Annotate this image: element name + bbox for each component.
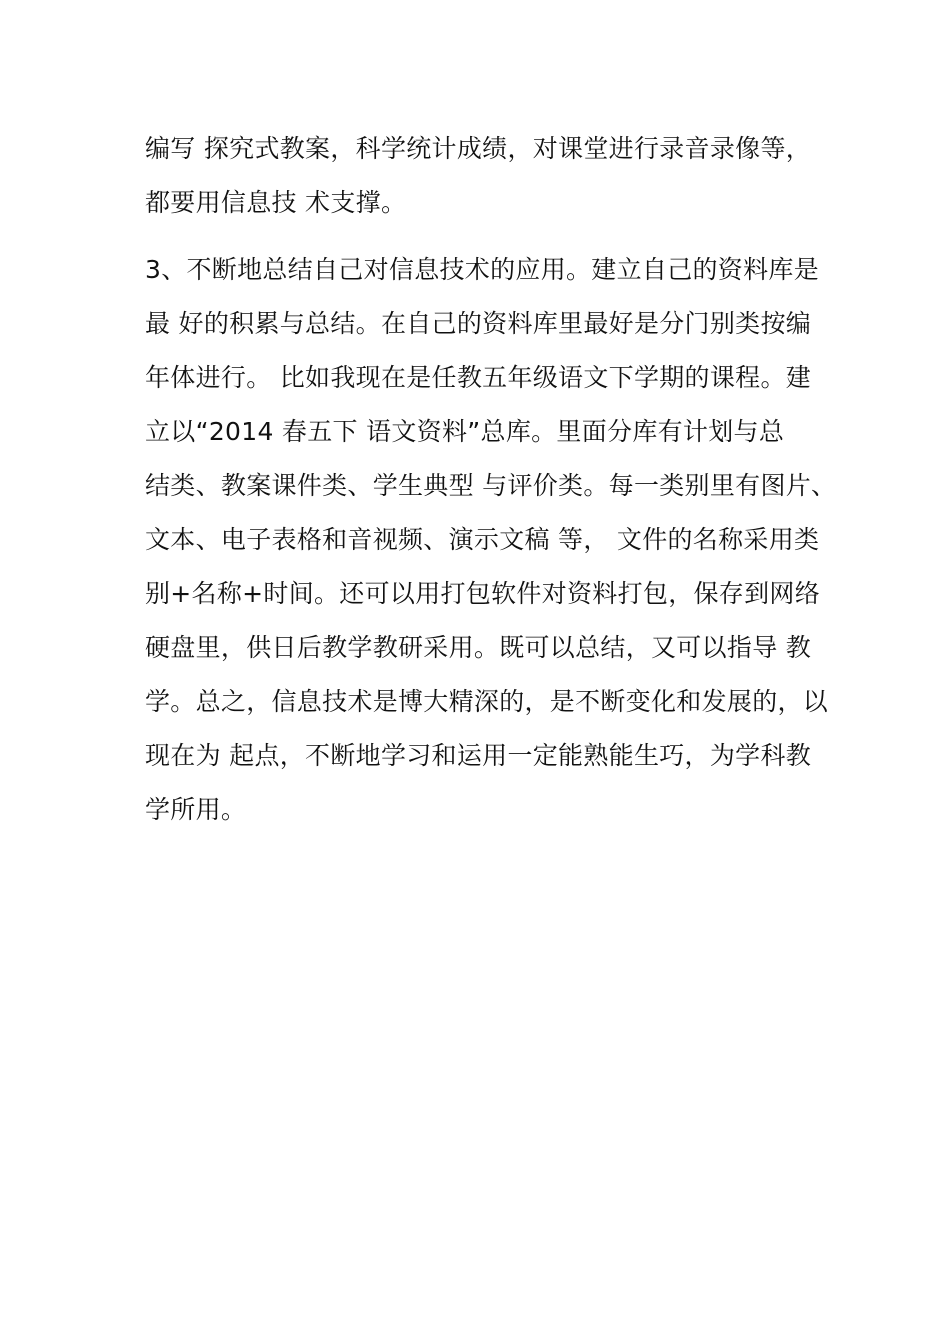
paragraph-line: 都要用信息技 术支撑。 bbox=[145, 188, 407, 217]
paragraph-line: 编写 探究式教案，科学统计成绩，对课堂进行录音录像等， bbox=[145, 134, 812, 163]
paragraph-2 bbox=[145, 243, 837, 837]
paragraph-line: 最 好的积累与总结。在自己的资料库里最好是分门别类按编 bbox=[145, 309, 812, 338]
paragraph-line: 年体进行。 比如我现在是任教五年级语文下学期的课程。建 bbox=[145, 363, 812, 392]
paragraph-line: 3、不断地总结自己对信息技术的应用。建立自己的资料库是 bbox=[145, 255, 820, 284]
paragraph-line: 文本、电子表格和音视频、演示文稿 等， 文件的名称采用类 bbox=[145, 525, 820, 554]
paragraph-line: 立以“2014 春五下 语文资料”总库。里面分库有计划与总 bbox=[145, 417, 785, 446]
paragraph-line: 结类、教案课件类、学生典型 与评价类。每一类别里有图片、 bbox=[145, 471, 837, 500]
paragraph-line: 学所用。 bbox=[145, 795, 247, 824]
paragraph-1 bbox=[145, 122, 810, 230]
paragraph-line: 现在为 起点，不断地学习和运用一定能熟能生巧，为学科教 bbox=[145, 741, 812, 770]
paragraph-line: 硬盘里，供日后教学教研采用。既可以总结，又可以指导 教 bbox=[145, 633, 812, 662]
paragraph-line: 学。总之，信息技术是博大精深的，是不断变化和发展的，以 bbox=[145, 687, 829, 716]
paragraph-line: 别+名称+时间。还可以用打包软件对资料打包，保存到网络 bbox=[145, 579, 820, 608]
